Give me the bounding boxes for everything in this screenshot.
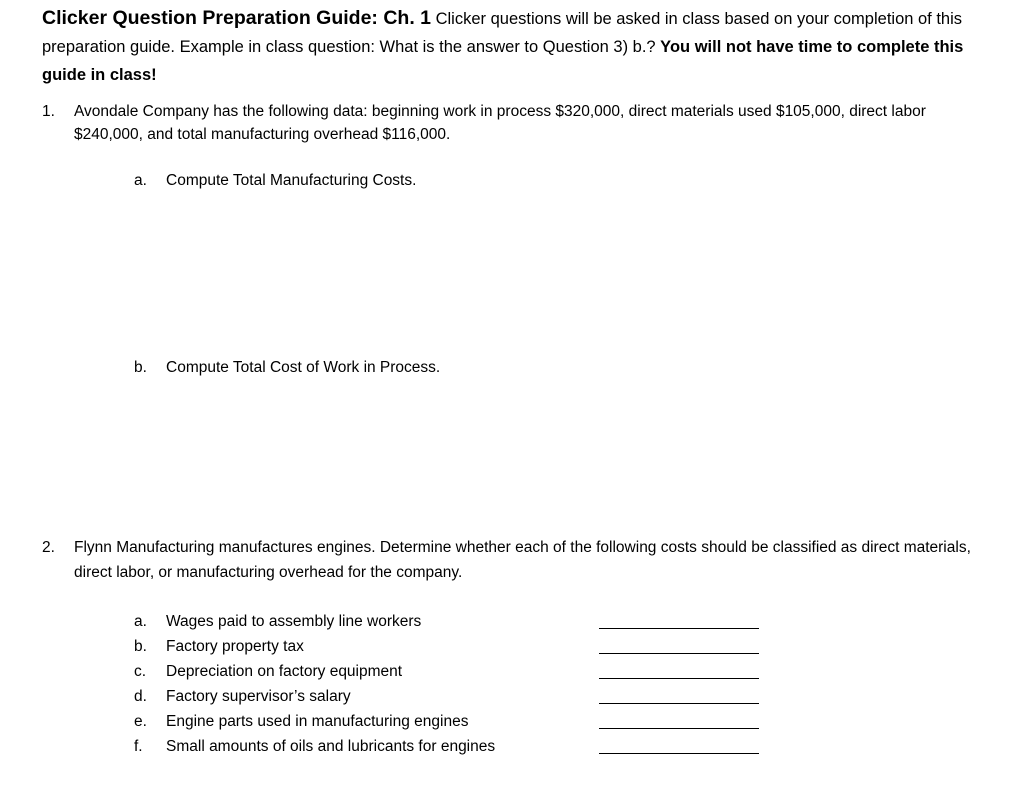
part-text: Compute Total Manufacturing Costs. [166, 172, 417, 189]
question-1-part-a [134, 170, 416, 192]
answer-blank-a[interactable] [599, 628, 759, 629]
question-1-text: Avondale Company has the following data: beginning work in process $320,000, direct materials used $105,000, direct labor $240,000, and total manufacturing overhead $116,000. [74, 103, 926, 143]
item-letter: f. [134, 738, 143, 755]
cost-item-b [134, 636, 774, 661]
cost-item-a [134, 611, 774, 636]
answer-blank-e[interactable] [599, 728, 759, 729]
answer-blank-b[interactable] [599, 653, 759, 654]
question-1-part-b [134, 357, 440, 379]
item-text: Wages paid to assembly line workers [166, 613, 422, 630]
item-letter: d. [134, 688, 147, 705]
answer-blank-d[interactable] [599, 703, 759, 704]
cost-item-e [134, 711, 774, 736]
item-letter: e. [134, 713, 147, 730]
question-2-number: 2. [42, 539, 55, 556]
part-text: Compute Total Cost of Work in Process. [166, 359, 441, 376]
item-text: Engine parts used in manufacturing engines [166, 713, 469, 730]
guide-header [42, 4, 982, 89]
question-2-text: Flynn Manufacturing manufactures engines. Determine whether each of the following costs should be classified as direct materials, direct labor, or manufacturing overhead for the company. [74, 539, 971, 581]
item-letter: a. [134, 613, 147, 630]
item-text: Factory supervisor’s salary [166, 688, 351, 705]
item-text: Depreciation on factory equipment [166, 663, 403, 680]
answer-blank-c[interactable] [599, 678, 759, 679]
part-letter: a. [134, 172, 147, 189]
guide-title: Clicker Question Preparation Guide: Ch. 1 [42, 7, 432, 29]
part-letter: b. [134, 359, 147, 376]
answer-blank-f[interactable] [599, 753, 759, 754]
cost-item-d [134, 686, 774, 711]
cost-item-f [134, 736, 774, 761]
question-1-number: 1. [42, 103, 55, 120]
item-text: Small amounts of oils and lubricants for engines [166, 738, 496, 755]
item-letter: c. [134, 663, 147, 680]
guide-intro: Clicker questions will be asked in class based on your completion of this preparation guide. Example in class question: What is the answer to Question 3) b.? [42, 10, 963, 56]
item-text: Factory property tax [166, 638, 304, 655]
item-letter: b. [134, 638, 147, 655]
guide-warning: You will not have time to complete this guide in class! [42, 38, 964, 84]
cost-item-c [134, 661, 774, 686]
